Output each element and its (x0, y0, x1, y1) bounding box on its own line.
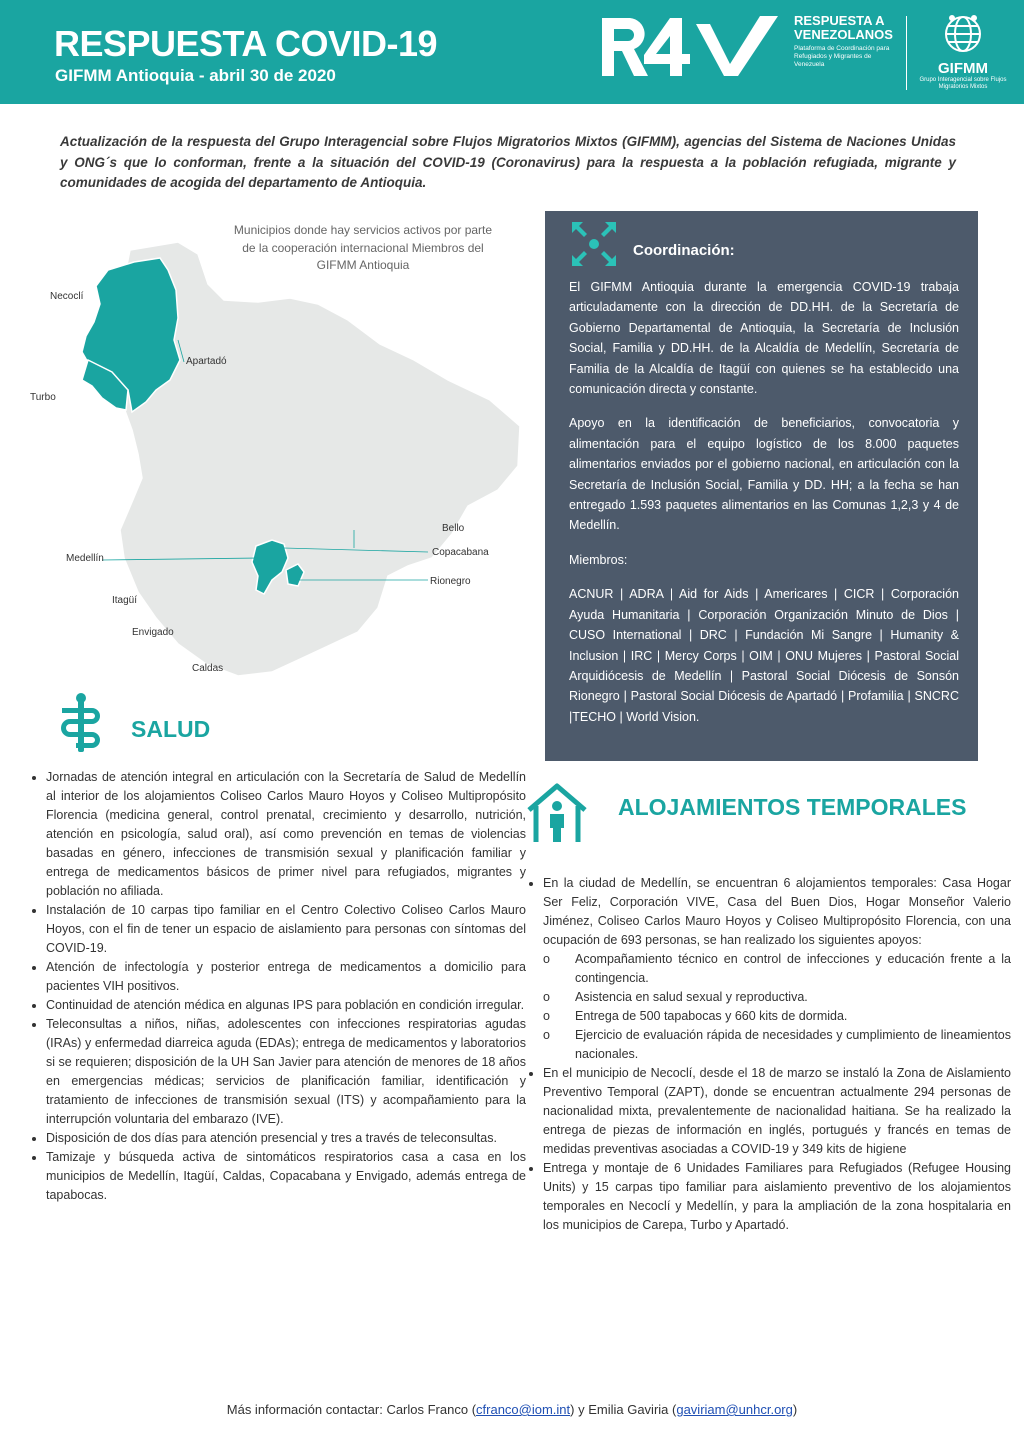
globe-icon (936, 12, 990, 56)
map-label-bello: Bello (442, 523, 465, 534)
map-label-copacabana: Copacabana (432, 547, 489, 558)
list-item: • Teleconsultas a niños, niñas, adolescentes con infecciones respiratorias agudas (IRAs) y enfermedad diarreica aguda (EDAs); entrega de medicamentos y laboratorios si se requieren; disposición de la UH San Javier para atención de menores de 18 años en emergencias médicas; servicios de planificación familiar, identificación y tratamiento de infecciones de transmisión sexual (ITS) y acompañamiento para la interrupción voluntaria del embarazo (IVE). (46, 1015, 526, 1129)
list-item: o Asistencia en salud sexual y reproductiva. (571, 988, 1011, 1007)
list-item: • Instalación de 10 carpas tipo familiar en el Centro Colectivo Coliseo Carlos Mauro Hoyos, con el fin de tener un espacio de aislamiento para personas con síntomas del COVID-19. (46, 901, 526, 958)
list-item: • Continuidad de atención médica en algunas IPS para población en condición irregular. (46, 996, 526, 1015)
page-subtitle: GIFMM Antioquia - abril 30 de 2020 (55, 66, 336, 85)
map-label-turbo: Turbo (30, 392, 56, 403)
map-label-caldas: Caldas (192, 663, 224, 674)
map-label-apartado: Apartadó (186, 356, 227, 367)
map-label-envigado: Envigado (132, 627, 174, 638)
shelter-house-icon (524, 780, 590, 846)
email-link-cfranco[interactable]: cfranco@iom.int (476, 1402, 571, 1417)
intro-paragraph: Actualización de la respuesta del Grupo Interagencial sobre Flujos Migratorios Mixtos (GIFMM), agencias del Sistema de Naciones Unidas y ONG´s que lo conforman, frente a la situación del COVID-19 (Coronavirus) para la respuesta a la población refugiada, migrante y comunidades de acogida del departamento de Antioquia. (60, 134, 956, 190)
footer-contact: Más información contactar: Carlos Franco (cfranco@iom.int) y Emilia Gaviria (gaviriam@unhcr.org) (226, 1402, 798, 1417)
salud-title: SALUD (131, 716, 211, 742)
page-title: RESPUESTA COVID-19 (54, 23, 438, 64)
header-banner (0, 0, 1024, 104)
coordinacion-title: Coordinación: (633, 242, 735, 259)
alojamientos-title: ALOJAMIENTOS TEMPORALES (618, 794, 967, 820)
coordinacion-paragraph-1: El GIFMM Antioquia durante la emergencia COVID-19 trabaja articuladamente con la dirección de DD.HH. de la Secretaría de Gobierno Departamental de Antioquia, la Secretaría de Inclusión Social, Familia y DD.HH. de la Alcaldía de Medellín, Secretaría de Familia de la Alcaldía de Itagüí con quienes se ha establecido una comunicación directa y constante. (569, 280, 959, 397)
list-item: o Entrega de 500 tapabocas y 660 kits de dormida. (571, 1007, 1011, 1026)
salud-list (28, 768, 526, 1205)
list-item: • Jornadas de atención integral en articulación con la Secretaría de Salud de Medellín al interior de los alojamientos Coliseo Carlos Mauro Hoyos y Coliseo Multipropósito Florencia (medicina general, control prenatal, crecimiento y desarrollo, nutrición, atención en psicología, salud oral), así como prevención en temas de violencias basadas en género, infecciones de transmisión sexual y planificación familiar y entrega de medicamentos básicos de primer nivel para refugiados, migrantes y población no afiliada. (46, 768, 526, 901)
alojamientos-list (525, 874, 1011, 1235)
alojamientos-sublist (543, 950, 1011, 1064)
list-item: • En la ciudad de Medellín, se encuentran 6 alojamientos temporales: Casa Hogar Ser Feliz, Corporación VIVE, Casa del Buen Dios, Hogar Monseñor Valerio Jiménez, Coliseo Carlos Mauro Hoyos y Coliseo Multipropósito Florencia, con una ocupación de 693 personas, se han realizado los siguientes apoyos: o Acompañamiento técnico en control de infecciones y educación frente a la contingencia. o Asistencia en salud sexual y reproductiva. o Entrega de 500 tapabocas y 660 kits de dormida. o Ejercicio de evaluación rápida de necesidades y cumplimiento de lineamientos nacionales. (543, 874, 1011, 1064)
list-item: • En el municipio de Necoclí, desde el 18 de marzo se instaló la Zona de Aislamiento Preventivo Temporal (ZAPT), donde se encuentran actualmente 294 personas de nacionalidad mixta, prevalentemente de nacionalidad haitiana. Se ha realizado la entrega de piezas de información en inglés, portugués y francés en temas de medidas preventivas asociadas a COVID-19 y 349 kits de higiene (543, 1064, 1011, 1159)
coordinacion-panel (545, 211, 978, 761)
list-item: o Acompañamiento técnico en control de infecciones y educación frente a la contingencia. (571, 950, 1011, 988)
map-caption: Municipios donde hay servicios activos por parte de la cooperación internacional Miembros del GIFMM Antioquia (233, 223, 493, 272)
list-item: • Disposición de dos días para atención presencial y tres a través de teleconsultas. (46, 1129, 526, 1148)
email-link-gaviriam[interactable]: gaviriam@unhcr.org (676, 1402, 793, 1417)
map-label-rionegro: Rionegro (430, 576, 471, 587)
map-label-necocli: Necoclí (50, 291, 84, 302)
map-label-medellin: Medellín (66, 553, 104, 564)
antioquia-map (28, 240, 528, 680)
list-item: • Tamizaje y búsqueda activa de sintomáticos respiratorios casa a casa en los municipios de Medellín, Itagüí, Caldas, Copacabana y Envigado, además entrega de tapabocas. (46, 1148, 526, 1205)
coordinacion-body (569, 277, 959, 741)
coordination-arrows-icon (569, 219, 619, 269)
caduceus-icon (58, 692, 104, 754)
miembros-list: ACNUR | ADRA | Aid for Aids | Americares | CICR | Corporación Ayuda Humanitaria | Corporación Organización Minuto de Dios | CUSO International | DRC | Fundación Mi Sangre | Humanity & Inclusion | IRC | Mercy Corps | OIM | ONU Mujeres | Pastoral Social Arquidiócesis de Medellín | Pastoral Social Diócesis de Sonsón Rionegro | Pastoral Social Diócesis de Apartadó | Profamilia | SNCRC |TECHO | World Vision. (569, 587, 959, 724)
map-label-itagui: Itagüí (112, 595, 138, 606)
list-item: • Entrega y montaje de 6 Unidades Familiares para Refugiados (Refugee Housing Units) y 15 carpas tipo familiar para aislamiento preventivo de los alojamientos temporales en Necoclí y Medellín, y para la ampliación de la zona hospitalaria en los municipios de Carepa, Turbo y Apartadó. (543, 1159, 1011, 1235)
header-divider (906, 16, 907, 90)
list-item: • Atención de infectología y posterior entrega de medicamentos a domicilio para pacientes VIH positivos. (46, 958, 526, 996)
antioquia-map-shape (28, 240, 528, 680)
list-item: o Ejercicio de evaluación rápida de necesidades y cumplimiento de lineamientos nacionales. (571, 1026, 1011, 1064)
r4v-wordmark: RESPUESTA A VENEZOLANOS Plataforma de Coordinación para Refugiados y Migrantes de Venezuela (794, 13, 893, 68)
miembros-label: Miembros: (569, 552, 628, 567)
gifmm-logo: GIFMM Grupo Interagencial sobre Flujos Migratorios Mixtos (918, 12, 1008, 92)
coordinacion-paragraph-2: Apoyo en la identificación de beneficiarios, convocatoria y alimentación para el equipo logístico de los 8.000 paquetes alimentarios enviados por el gobierno nacional, en articulación con la Secretaría de Inclusión Social, Familia y DD. HH; a la fecha se han entregado 1.593 paquetes alimentarios en las Comunas 1,2,3 y 4 de Medellín. (569, 416, 959, 533)
r4v-logo-icon (600, 14, 780, 80)
